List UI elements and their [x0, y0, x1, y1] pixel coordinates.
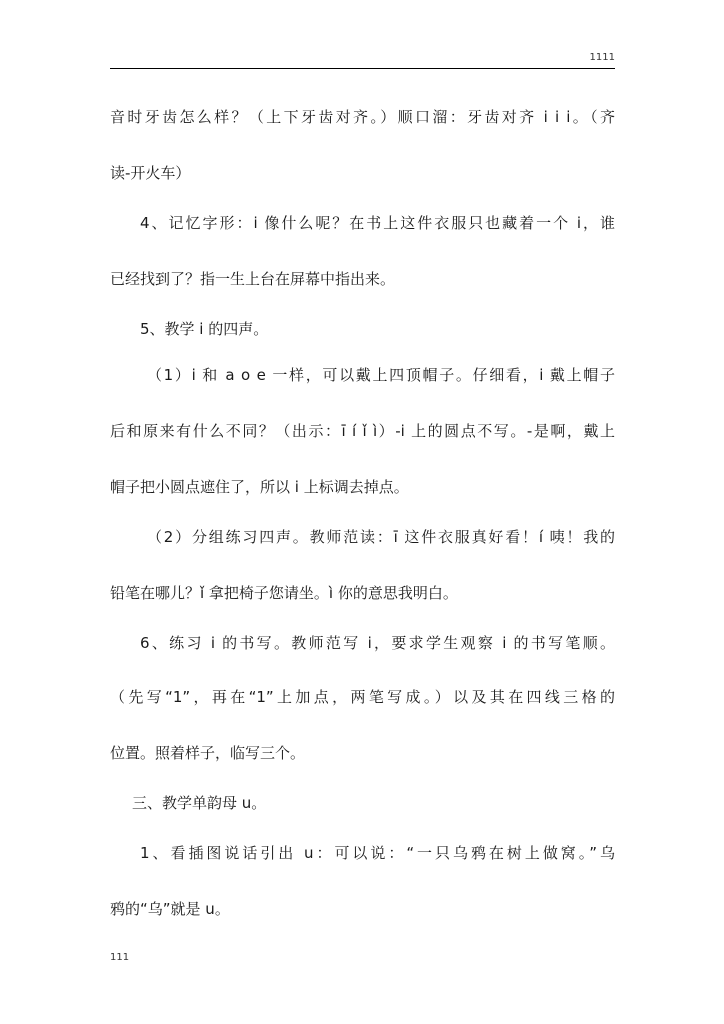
text-line-6: （1）i 和 a o e 一样，可以戴上四顶帽子。仔细看，i 戴上帽子 [147, 366, 615, 384]
header-page-number: 1111 [589, 52, 615, 63]
text-line-7: 后和原来有什么不同？（出示：ī í ǐ ì）-i 上的圆点不写。-是啊，戴上 [110, 422, 615, 440]
text-line-13: 位置。照着样子，临写三个。 [110, 744, 306, 762]
text-line-5: 5、教学 i 的四声。 [140, 320, 269, 338]
text-line-12: （先写“1”，再在“1”上加点，两笔写成。）以及其在四线三格的 [110, 688, 615, 706]
text-line-1: 音时牙齿怎么样？（上下牙齿对齐。）顺口溜：牙齿对齐 i i i。（齐 [110, 108, 615, 126]
text-line-3: 4、记忆字形：i 像什么呢？在书上这件衣服只也藏着一个 i，谁 [140, 214, 615, 232]
text-line-14: 三、教学单韵母 u。 [132, 794, 267, 812]
text-line-9: （2）分组练习四声。教师范读：ī 这件衣服真好看！í 咦！我的 [147, 528, 615, 546]
text-line-10: 铅笔在哪儿？ǐ 拿把椅子您请坐。ì 你的意思我明白。 [110, 584, 458, 602]
page-footer: 111 [110, 952, 130, 963]
page-header [110, 52, 615, 69]
text-line-15: 1、看插图说话引出 u：可以说：“一只乌鸦在树上做窝。”乌 [140, 844, 615, 862]
text-line-8: 帽子把小圆点遮住了，所以 i 上标调去掉点。 [110, 478, 409, 496]
text-line-2: 读-开火车） [110, 164, 191, 182]
text-line-4: 已经找到了？指一生上台在屏幕中指出来。 [110, 270, 396, 288]
text-line-11: 6、练习 i 的书写。教师范写 i，要求学生观察 i 的书写笔顺。 [140, 634, 615, 652]
text-line-16: 鸦的“乌”就是 u。 [110, 900, 230, 918]
